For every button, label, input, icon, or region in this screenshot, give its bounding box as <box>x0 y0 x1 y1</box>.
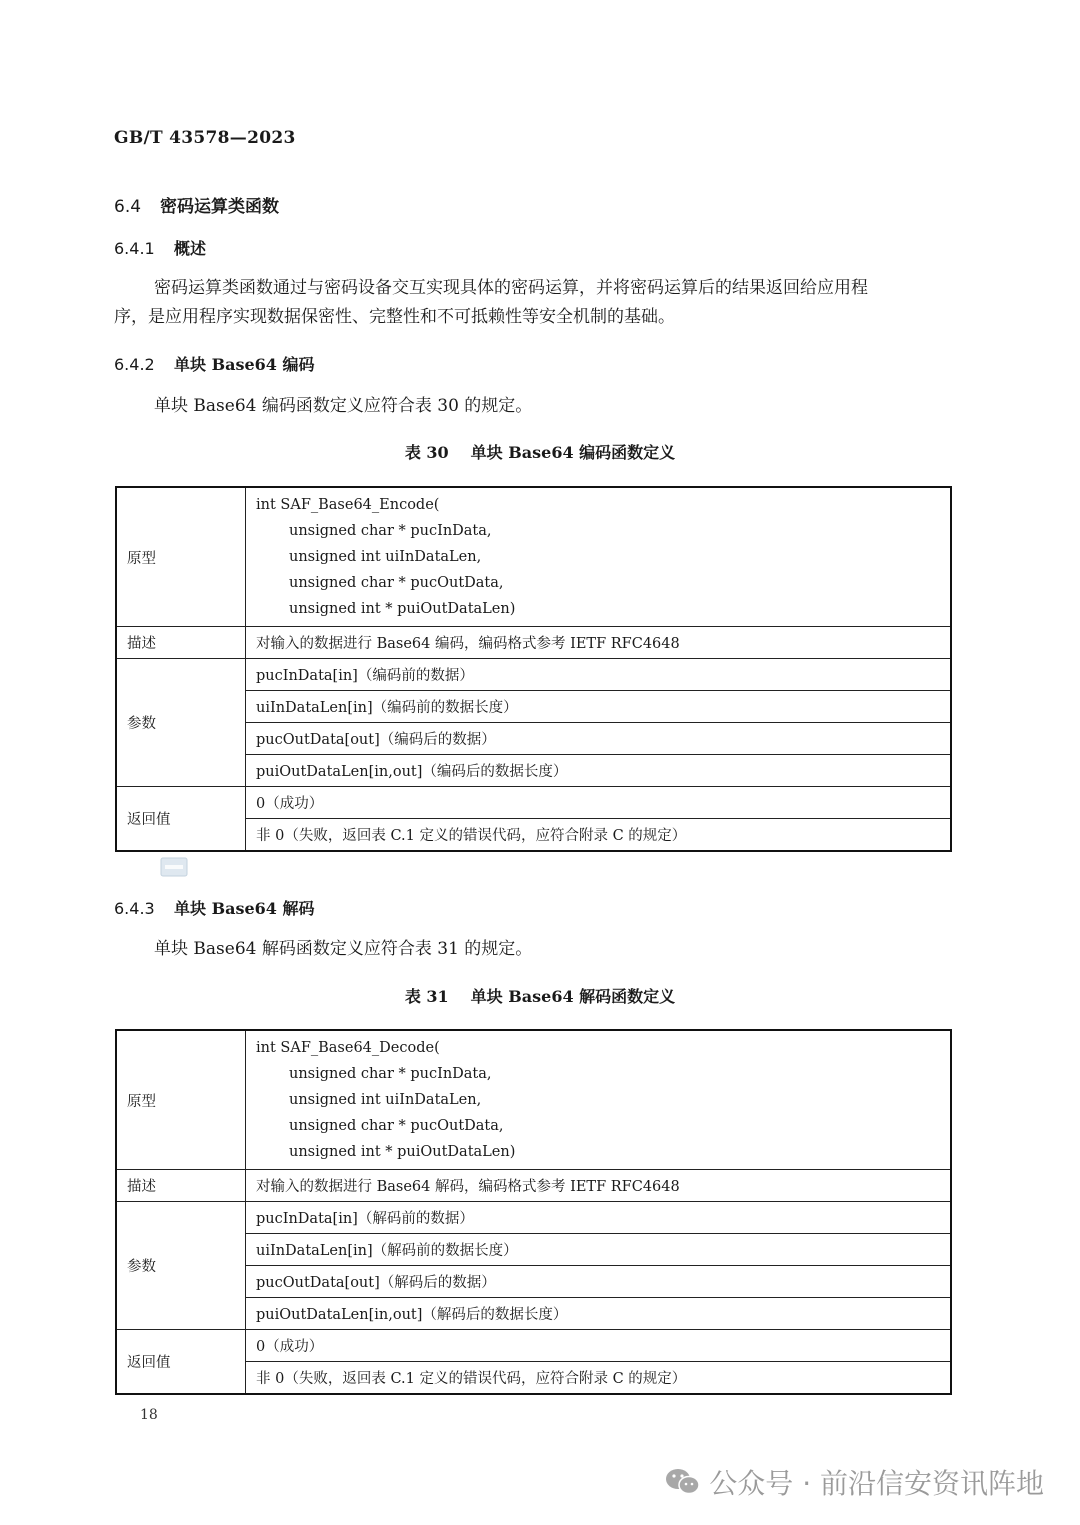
parameter-cell: puiOutDataLen[in,out]（解码后的数据长度） <box>246 1298 952 1330</box>
prototype-line: int SAF_Base64_Decode( <box>256 1040 440 1056</box>
table-row <box>116 1030 951 1170</box>
parameter-cell: pucInData[in]（解码前的数据） <box>246 1202 952 1234</box>
paragraph-line: 序，是应用程序实现数据保密性、完整性和不可抵赖性等安全机制的基础。 <box>114 307 675 327</box>
section-6-4-2-paragraph: 单块 Base64 编码函数定义应符合表 30 的规定。 <box>154 396 533 416</box>
table-row <box>116 627 951 659</box>
section-6-4-3-paragraph: 单块 Base64 解码函数定义应符合表 31 的规定。 <box>154 939 533 959</box>
section-title: 单块 Base64 编码 <box>174 355 315 374</box>
table30 <box>115 486 952 852</box>
table-row <box>116 659 951 691</box>
section-6-4-2-heading <box>114 352 315 375</box>
description-cell: 对输入的数据进行 Base64 编码，编码格式参考 IETF RFC4648 <box>246 627 952 659</box>
section-title: 单块 Base64 解码 <box>174 899 315 918</box>
overview-paragraph <box>114 274 954 332</box>
wechat-icon <box>665 1467 701 1497</box>
prototype-line: unsigned char * pucOutData, <box>289 1118 504 1134</box>
prototype-line: unsigned int uiInDataLen, <box>289 1092 482 1108</box>
section-number: 6.4.2 <box>114 355 155 374</box>
return-cell: 0（成功） <box>246 1330 952 1362</box>
parameter-cell: puiOutDataLen[in,out]（编码后的数据长度） <box>246 755 952 787</box>
table31-caption <box>0 984 1080 1007</box>
section-6-4-heading <box>114 192 279 217</box>
parameter-cell: pucOutData[out]（解码后的数据） <box>246 1266 952 1298</box>
row-label-parameters: 参数 <box>116 659 246 787</box>
page-number: 18 <box>140 1407 158 1423</box>
section-6-4-1-heading <box>114 236 206 259</box>
table31 <box>115 1029 952 1395</box>
parameter-cell: pucInData[in]（编码前的数据） <box>246 659 952 691</box>
prototype-cell <box>246 487 952 627</box>
section-title: 密码运算类函数 <box>160 197 279 217</box>
row-label-prototype: 原型 <box>116 1030 246 1170</box>
parameter-cell: uiInDataLen[in]（编码前的数据长度） <box>246 691 952 723</box>
section-6-4-3-heading <box>114 896 315 919</box>
prototype-line: unsigned char * pucInData, <box>289 1066 492 1082</box>
table-title: 单块 Base64 解码函数定义 <box>470 987 676 1006</box>
return-cell: 非 0（失败，返回表 C.1 定义的错误代码，应符合附录 C 的规定） <box>246 819 952 851</box>
return-cell: 非 0（失败，返回表 C.1 定义的错误代码，应符合附录 C 的规定） <box>246 1362 952 1394</box>
row-label-prototype: 原型 <box>116 487 246 627</box>
prototype-cell <box>246 1030 952 1170</box>
standard-number: GB/T 43578—2023 <box>114 128 296 148</box>
prototype-line: int SAF_Base64_Encode( <box>256 497 440 513</box>
prototype-line: unsigned int * puiOutDataLen) <box>289 601 516 617</box>
table-row <box>116 1170 951 1202</box>
prototype-line: unsigned int uiInDataLen, <box>289 549 482 565</box>
section-title: 概述 <box>174 239 207 258</box>
row-label-description: 描述 <box>116 627 246 659</box>
parameter-cell: uiInDataLen[in]（解码前的数据长度） <box>246 1234 952 1266</box>
table-number: 表 30 <box>404 443 449 462</box>
row-label-return: 返回值 <box>116 1330 246 1394</box>
table-title: 单块 Base64 编码函数定义 <box>470 443 676 462</box>
table-row <box>116 487 951 627</box>
row-label-return: 返回值 <box>116 787 246 851</box>
stamp-icon <box>160 856 188 878</box>
watermark <box>665 1462 1044 1502</box>
parameter-cell: pucOutData[out]（编码后的数据） <box>246 723 952 755</box>
prototype-line: unsigned int * puiOutDataLen) <box>289 1144 516 1160</box>
table-row <box>116 787 951 819</box>
table30-caption <box>0 440 1080 463</box>
row-label-parameters: 参数 <box>116 1202 246 1330</box>
section-number: 6.4 <box>114 197 142 217</box>
prototype-line: unsigned char * pucOutData, <box>289 575 504 591</box>
table-number: 表 31 <box>404 987 449 1006</box>
table-row <box>116 1202 951 1234</box>
paragraph-line: 密码运算类函数通过与密码设备交互实现具体的密码运算，并将密码运算后的结果返回给应用程 <box>154 278 868 298</box>
return-cell: 0（成功） <box>246 787 952 819</box>
section-number: 6.4.3 <box>114 899 155 918</box>
table-row <box>116 1330 951 1362</box>
watermark-text: 公众号 · 前沿信安资讯阵地 <box>709 1467 1044 1500</box>
description-cell: 对输入的数据进行 Base64 解码，编码格式参考 IETF RFC4648 <box>246 1170 952 1202</box>
prototype-line: unsigned char * pucInData, <box>289 523 492 539</box>
section-number: 6.4.1 <box>114 239 155 258</box>
row-label-description: 描述 <box>116 1170 246 1202</box>
